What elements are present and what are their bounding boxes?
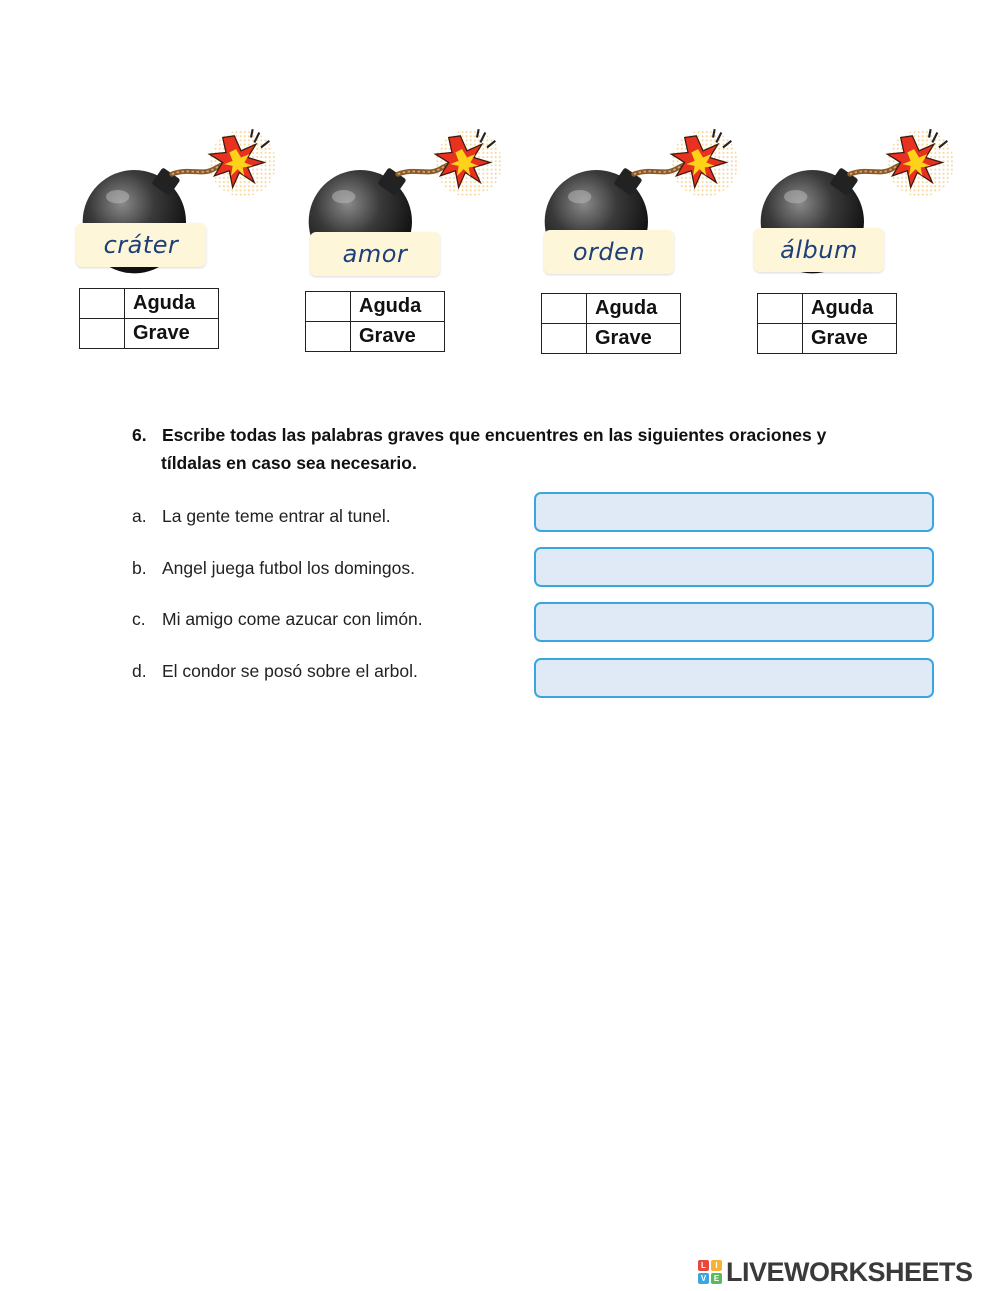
choice-table	[757, 293, 897, 354]
choice-label: Aguda	[351, 292, 445, 322]
bomb-card-1	[76, 110, 276, 360]
logo-grid-icon	[698, 1260, 722, 1284]
item-sentence: Angel juega futbol los domingos.	[162, 558, 415, 578]
answer-input-c[interactable]	[534, 602, 934, 642]
bomb-card-4	[754, 110, 954, 360]
choice-table	[305, 291, 445, 352]
question-text-line1: Escribe todas las palabras graves que encuentres en las siguientes oraciones y	[162, 425, 827, 445]
choice-label: Aguda	[803, 294, 897, 324]
question-text-line2: tíldalas en caso sea necesario.	[161, 453, 417, 473]
bomb-card-3	[538, 110, 738, 360]
logo-letter: V	[698, 1273, 709, 1284]
item-letter: a.	[132, 506, 147, 526]
answer-input-b[interactable]	[534, 547, 934, 587]
sentence-item-d	[132, 661, 418, 682]
bomb-card-2	[302, 110, 502, 360]
brand-name: LIVEWORKSHEETS	[726, 1256, 973, 1287]
choice-label: Aguda	[125, 289, 219, 319]
choice-label: Grave	[125, 319, 219, 349]
choice-box-aguda[interactable]	[542, 294, 587, 324]
choice-label: Grave	[351, 322, 445, 352]
choice-label: Grave	[587, 324, 681, 354]
question-number: 6.	[132, 425, 147, 445]
choice-box-grave[interactable]	[542, 324, 587, 354]
item-letter: d.	[132, 661, 147, 681]
bomb-icon	[76, 110, 276, 300]
logo-letter: L	[698, 1260, 709, 1271]
logo-letter: E	[711, 1273, 722, 1284]
choice-box-aguda[interactable]	[758, 294, 803, 324]
answer-input-d[interactable]	[534, 658, 934, 698]
choice-table	[79, 288, 219, 349]
item-letter: b.	[132, 558, 147, 578]
question-instruction	[132, 421, 892, 477]
choice-box-aguda[interactable]	[80, 289, 125, 319]
word-label: orden	[544, 230, 674, 274]
choice-box-aguda[interactable]	[306, 292, 351, 322]
choice-box-grave[interactable]	[758, 324, 803, 354]
answer-input-a[interactable]	[534, 492, 934, 532]
choice-table	[541, 293, 681, 354]
choice-label: Grave	[803, 324, 897, 354]
item-letter: c.	[132, 609, 146, 629]
item-sentence: El condor se posó sobre el arbol.	[162, 661, 418, 681]
sentence-item-a	[132, 506, 391, 527]
choice-box-grave[interactable]	[80, 319, 125, 349]
sentence-item-b	[132, 558, 415, 579]
item-sentence: La gente teme entrar al tunel.	[162, 506, 391, 526]
sentence-item-c	[132, 609, 423, 630]
word-label: álbum	[754, 228, 884, 272]
word-label: cráter	[76, 223, 206, 267]
liveworksheets-logo	[698, 1258, 973, 1286]
item-sentence: Mi amigo come azucar con limón.	[162, 609, 423, 629]
choice-box-grave[interactable]	[306, 322, 351, 352]
choice-label: Aguda	[587, 294, 681, 324]
word-label: amor	[310, 232, 440, 276]
logo-letter: I	[711, 1260, 722, 1271]
